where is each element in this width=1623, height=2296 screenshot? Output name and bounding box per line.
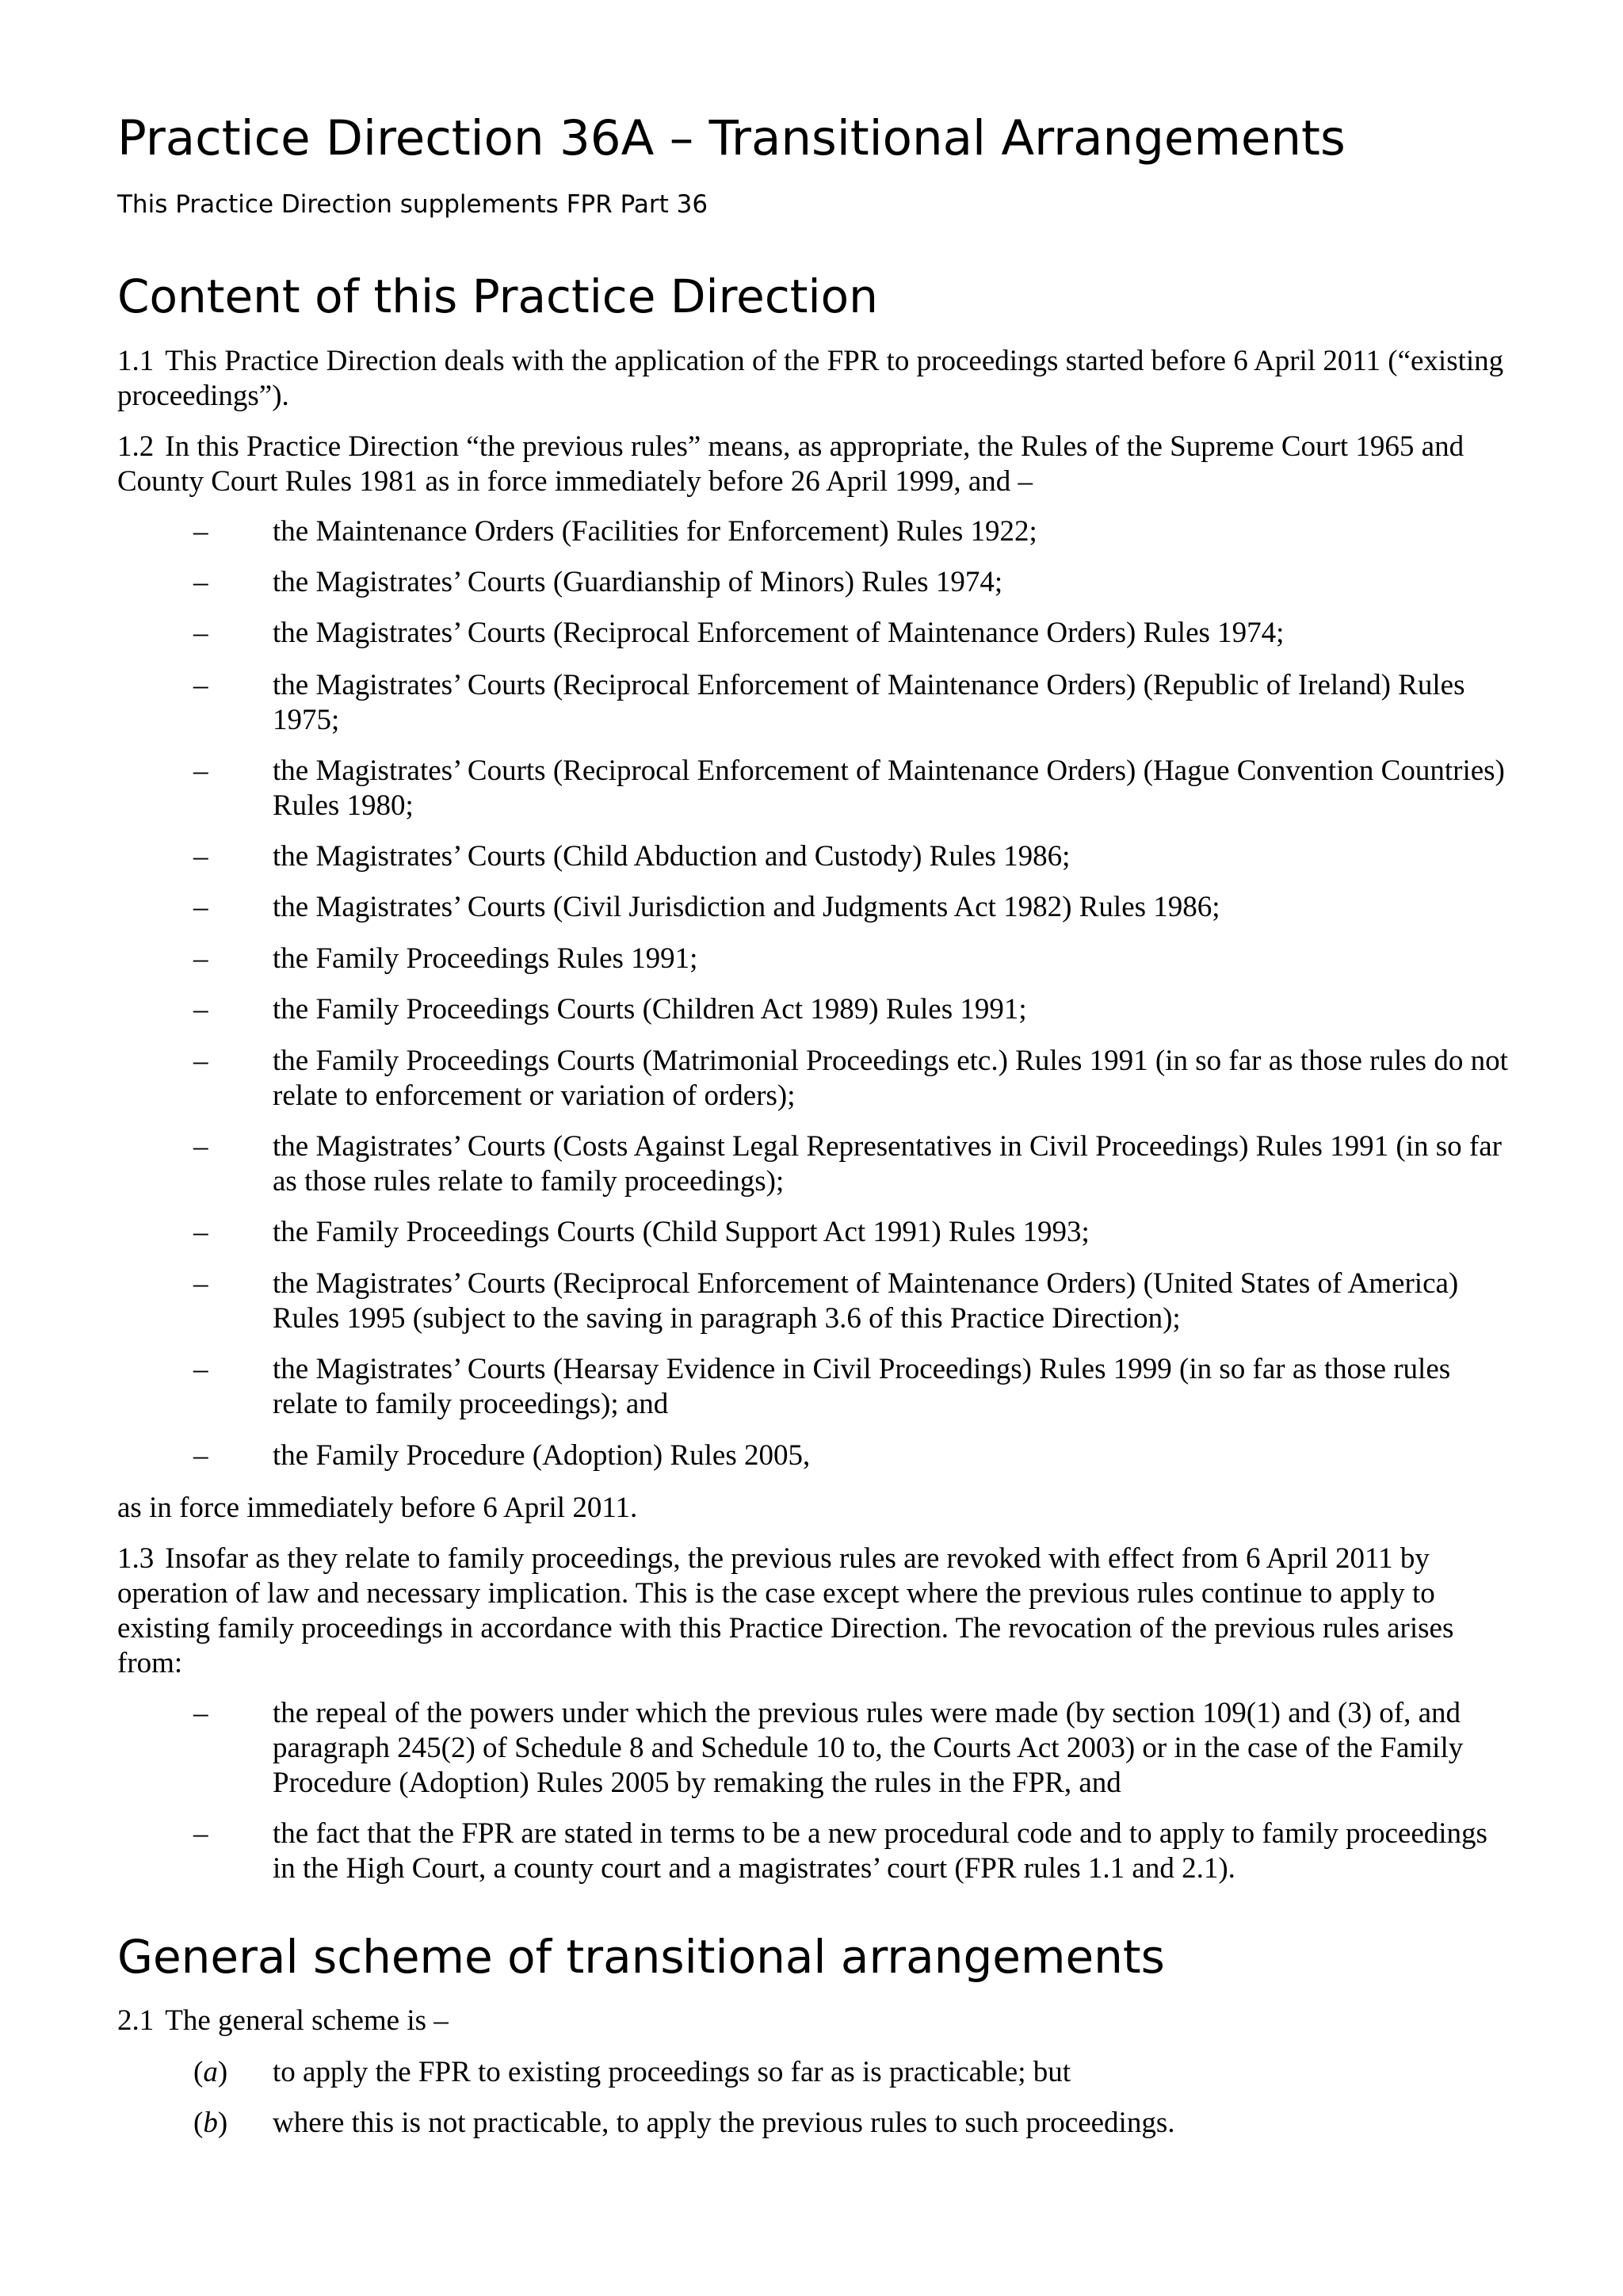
paragraph-text: This Practice Direction deals with the application of the FPR to proceedings started before 6 April 2011 (“existing proceedings”). [117,345,1504,412]
dash-marker: – [193,566,208,598]
dash-marker: – [193,942,208,975]
paragraph-1-1 [117,344,1512,414]
dash-marker: – [193,515,208,548]
letter-marker: (b) [193,2107,228,2139]
paragraph-1-2-tail: as in force immediately before 6 April 2011. [117,1492,638,1524]
list-item-text: the Magistrates’ Courts (Child Abduction and Custody) Rules 1986; [273,840,1071,873]
section-heading-content: Content of this Practice Direction [117,269,878,323]
list-item-text: the Family Proceedings Rules 1991; [273,942,698,975]
list-item-text: the Maintenance Orders (Facilities for Enforcement) Rules 1922; [273,515,1037,548]
paragraph-number: 1.2 [117,430,155,463]
list-item-text: the repeal of the powers under which the previous rules were made (by section 109(1) and (3) of, and paragraph 245(2) of Schedule 8 and Schedule 10 to, the Courts Act 2003) or in the case of the Family Procedure (Adoption) Rules 2005 by remaking the rules in the FPR, and [273,1697,1464,1799]
paragraph-text: Insofar as they relate to family proceedings, the previous rules are revoked with effect from 6 April 2011 by operation of law and necessary implication. This is the case except where the previous rules continue to apply to existing family proceedings in accordance with this Practice Direction. The revocation of the previous rules arises from: [117,1542,1454,1679]
list-item-text: the Magistrates’ Courts (Costs Against Legal Representatives in Civil Proceedings) Rules 1991 (in so far as those rules relate to family proceedings); [273,1130,1503,1198]
dash-marker: – [193,1817,208,1850]
list-item-text: the Family Procedure (Adoption) Rules 2005, [273,1439,811,1472]
paragraph-number: 1.3 [117,1542,155,1575]
list-item-text: the Family Proceedings Courts (Child Support Act 1991) Rules 1993; [273,1216,1090,1248]
dash-marker: – [193,755,208,787]
list-item-text: the Magistrates’ Courts (Reciprocal Enforcement of Maintenance Orders) (Republic of Ireland) Rules 1975; [273,669,1465,736]
list-item-text: the Magistrates’ Courts (Reciprocal Enforcement of Maintenance Orders) Rules 1974; [273,617,1285,649]
paragraph-1-3 [117,1541,1512,1681]
page-subtitle: This Practice Direction supplements FPR Part 36 [117,190,708,219]
dash-marker: – [193,891,208,923]
list-item-text: to apply the FPR to existing proceedings so far as is practicable; but [273,2056,1071,2088]
list-item-text: the fact that the FPR are stated in terms to be a new procedural code and to apply to family proceedings in the High Court, a county court and a magistrates’ court (FPR rules 1.1 and 2.1). [273,1817,1487,1885]
list-item-text: the Magistrates’ Courts (Reciprocal Enforcement of Maintenance Orders) (Hague Convention Countries) Rules 1980; [273,755,1505,822]
paragraph-1-2 [117,430,1512,499]
list-item-text: the Magistrates’ Courts (Guardianship of Minors) Rules 1974; [273,566,1003,598]
dash-marker: – [193,1216,208,1248]
paragraph-number: 1.1 [117,345,155,377]
dash-marker: – [193,669,208,701]
dash-marker: – [193,1697,208,1729]
dash-marker: – [193,1130,208,1163]
paragraph-number: 2.1 [117,2004,155,2037]
letter-marker: (a) [193,2056,228,2088]
list-item-text: the Magistrates’ Courts (Reciprocal Enforcement of Maintenance Orders) (United States of America) Rules 1995 (subject to the saving in paragraph 3.6 of this Practice Direction); [273,1267,1459,1335]
dash-marker: – [193,1353,208,1385]
paragraph-text: The general scheme is – [165,2004,449,2037]
dash-marker: – [193,993,208,1026]
list-item-text: the Family Proceedings Courts (Children Act 1989) Rules 1991; [273,993,1027,1026]
paragraph-2-1 [117,2004,1512,2038]
paragraph-text: In this Practice Direction “the previous rules” means, as appropriate, the Rules of the Supreme Court 1965 and County Court Rules 1981 as in force immediately before 26 April 1999, and – [117,430,1465,498]
list-item-text: the Magistrates’ Courts (Civil Jurisdiction and Judgments Act 1982) Rules 1986; [273,891,1220,923]
page-title: Practice Direction 36A – Transitional Arrangements [117,110,1346,166]
dash-marker: – [193,1439,208,1472]
section-heading-general-scheme: General scheme of transitional arrangements [117,1930,1165,1984]
list-item-text: where this is not practicable, to apply the previous rules to such proceedings. [273,2107,1175,2139]
list-item-text: the Magistrates’ Courts (Hearsay Evidence in Civil Proceedings) Rules 1999 (in so far as those rules relate to family proceedings); and [273,1353,1451,1420]
dash-marker: – [193,1267,208,1300]
dash-marker: – [193,617,208,649]
dash-marker: – [193,840,208,873]
dash-marker: – [193,1045,208,1077]
list-item-text: the Family Proceedings Courts (Matrimonial Proceedings etc.) Rules 1991 (in so far as those rules do not relate to enforcement or variation of orders); [273,1045,1508,1112]
